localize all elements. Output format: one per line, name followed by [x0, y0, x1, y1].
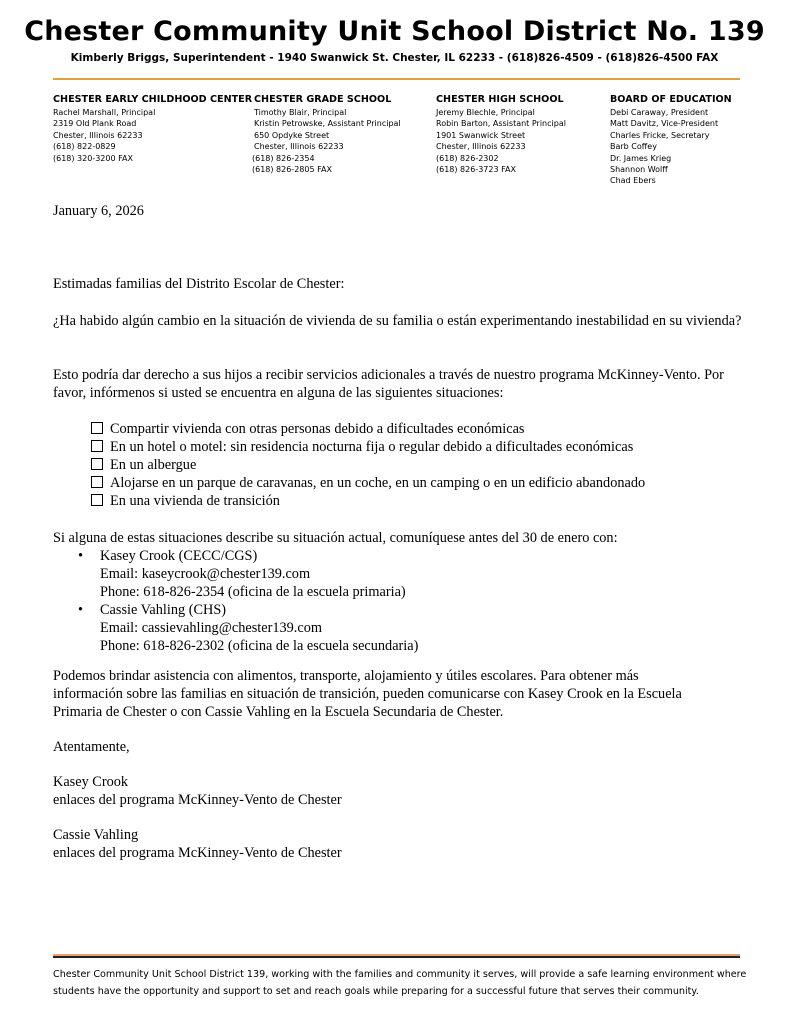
column-line: (618) 826-2354	[252, 153, 315, 163]
column-board	[610, 94, 732, 187]
header-divider	[53, 78, 740, 80]
column-line: Timothy Blair, Principal	[254, 108, 347, 117]
column-line: (618) 320-3200 FAX	[53, 153, 133, 163]
letter-date: January 6, 2026	[53, 203, 144, 219]
checklist-label: Alojarse en un parque de caravanas, en un coche, en un camping o en un edificio abandonado	[110, 475, 646, 491]
contact-email[interactable]: Email: kaseycrook@chester139.com	[100, 566, 311, 582]
checklist-label: En un hotel o motel: sin residencia nocturna fija o regular debido a dificultades económicas	[110, 439, 634, 455]
paragraph-2: Esto podría dar derecho a sus hijos a recibir servicios adicionales a través de nuestro programa McKinney-Vento. Por favor, infórmenos si usted se encuentra en alguna de las siguientes situaciones:	[53, 367, 724, 401]
column-line: Kristin Petrowske, Assistant Principal	[254, 119, 401, 129]
signer-name: Cassie Vahling	[53, 827, 139, 843]
column-line: 650 Opdyke Street	[254, 130, 330, 140]
column-line: Chester, Illinois 62233	[254, 142, 344, 152]
column-heading: BOARD OF EDUCATION	[610, 94, 732, 105]
column-line: Robin Barton, Assistant Principal	[436, 119, 566, 129]
column-line: (618) 826-2805 FAX	[252, 165, 332, 175]
column-line: Chester, Illinois 62233	[53, 130, 143, 140]
footer-mission: Chester Community Unit School District 139, working with the families and community it serves, will provide a safe learning environment where students have the opportunity and support to set and reach goals while preparing for a successful future that serves their community.	[53, 969, 747, 997]
paragraph-1: ¿Ha habido algún cambio en la situación de vivienda de su familia o están experimentando inestabilidad en su vivienda?	[53, 313, 742, 329]
checklist-item[interactable]	[91, 456, 196, 474]
district-title: Chester Community Unit School District No. 139	[24, 16, 765, 47]
district-subtitle: Kimberly Briggs, Superintendent - 1940 Swanwick St. Chester, IL 62233 - (618)826-4509 - (618)826-4500 FAX	[70, 52, 719, 64]
checkbox[interactable]	[91, 440, 103, 452]
column-line: (618) 822-0829	[53, 142, 116, 152]
column-line: Shannon Wolff	[610, 165, 668, 175]
contact-email[interactable]: Email: cassievahling@chester139.com	[100, 620, 322, 636]
signer-name: Kasey Crook	[53, 774, 129, 790]
column-line: Charles Fricke, Secretary	[610, 130, 710, 140]
column-grade-school	[254, 94, 401, 175]
footer-divider	[53, 954, 740, 958]
paragraph-3: Podemos brindar asistencia con alimentos, transporte, alojamiento y útiles escolares. Para obtener más información sobre las familias en situación de transición, pueden comunicarse con Kasey Crook en la Escuela Primaria de Chester o con Cassie Vahling en la Escuela Secundaria de Chester.	[53, 668, 682, 720]
checkbox[interactable]	[91, 494, 103, 506]
column-line: 2319 Old Plank Road	[53, 119, 137, 129]
greeting: Estimadas familias del Distrito Escolar de Chester:	[53, 276, 345, 292]
column-line: Chester, Illinois 62233	[436, 142, 526, 152]
column-line: Jeremy Blechle, Principal	[436, 108, 535, 117]
column-line: 1901 Swanwick Street	[436, 130, 526, 140]
column-line: Matt Davitz, Vice-President	[610, 119, 719, 129]
checklist-label: En un albergue	[110, 457, 197, 473]
column-early-childhood	[53, 94, 252, 164]
closing: Atentamente,	[53, 739, 130, 755]
signer-role: enlaces del programa McKinney-Vento de Chester	[53, 845, 342, 861]
column-heading: CHESTER EARLY CHILDHOOD CENTER	[53, 94, 253, 105]
column-line: Dr. James Krieg	[610, 153, 672, 163]
checklist-label: En una vivienda de transición	[110, 493, 280, 509]
column-line: Barb Coffey	[610, 142, 657, 152]
contact-name: Kasey Crook (CECC/CGS)	[100, 548, 258, 564]
column-line: (618) 826-3723 FAX	[436, 165, 516, 175]
checklist-item[interactable]	[91, 438, 633, 456]
column-line: Debi Caraway, President	[610, 108, 709, 117]
checkbox[interactable]	[91, 422, 103, 434]
column-line: Chad Ebers	[610, 176, 656, 186]
column-line: (618) 826-2302	[436, 153, 499, 163]
contact-name: Cassie Vahling (CHS)	[100, 602, 227, 618]
checklist-item[interactable]	[91, 420, 524, 438]
bullet-icon: •	[78, 602, 84, 618]
checkbox[interactable]	[91, 476, 103, 488]
column-heading: CHESTER GRADE SCHOOL	[254, 94, 392, 105]
checklist-item[interactable]	[91, 492, 280, 510]
signer-role: enlaces del programa McKinney-Vento de Chester	[53, 792, 342, 808]
bullet-icon: •	[78, 548, 84, 564]
checkbox[interactable]	[91, 458, 103, 470]
checklist-item[interactable]	[91, 474, 645, 492]
column-line: Rachel Marshall, Principal	[53, 108, 156, 117]
checklist-label: Compartir vivienda con otras personas debido a dificultades económicas	[110, 421, 525, 437]
column-high-school	[436, 94, 566, 175]
contact-phone: Phone: 618-826-2302 (oficina de la escuela secundaria)	[100, 638, 419, 654]
column-heading: CHESTER HIGH SCHOOL	[436, 94, 564, 105]
contact-intro: Si alguna de estas situaciones describe su situación actual, comuníquese antes del 30 de enero con:	[53, 530, 618, 546]
contact-phone: Phone: 618-826-2354 (oficina de la escuela primaria)	[100, 584, 406, 600]
